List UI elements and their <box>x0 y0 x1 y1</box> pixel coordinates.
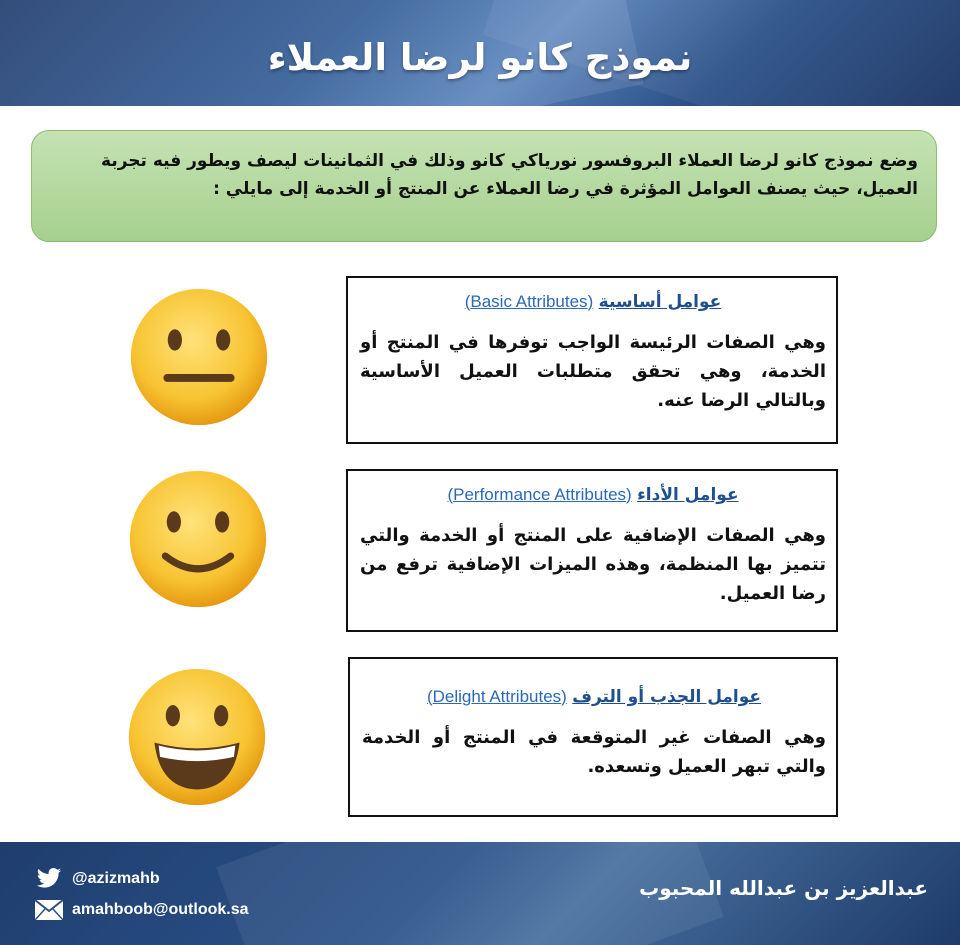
performance-attributes-heading <box>360 483 826 507</box>
basic-attributes-title-en: (Basic Attributes) <box>464 292 594 311</box>
basic-attributes-description: وهي الصفات الرئيسة الواجب توفرها في المنتج أو الخدمة، وهي تحقق متطلبات العميل الأساسية وبالتالي الرضا عنه. <box>360 332 826 411</box>
basic-attributes-box <box>346 276 838 444</box>
slightly-smiling-face-icon <box>127 468 269 610</box>
header-banner <box>0 0 960 106</box>
delight-attributes-heading <box>362 685 826 709</box>
delight-attributes-title-en: (Delight Attributes) <box>426 687 567 706</box>
twitter-bird-icon <box>34 867 64 891</box>
basic-attributes-title-ar: عوامل أساسية <box>598 292 722 312</box>
neutral-face-icon <box>128 286 270 428</box>
intro-panel <box>31 130 937 242</box>
email-contact[interactable] <box>34 898 249 922</box>
performance-attributes-title-en: (Performance Attributes) <box>447 485 632 504</box>
performance-attributes-box <box>346 469 838 632</box>
twitter-contact[interactable] <box>34 867 160 891</box>
performance-attributes-description: وهي الصفات الإضافية على المنتج أو الخدمة والتي تتميز بها المنظمة، وهذه الميزات الإضافية ترفع من رضا العميل. <box>360 525 826 604</box>
grinning-face-icon <box>126 666 268 808</box>
delight-attributes-title-ar: عوامل الجذب أو الترف <box>572 687 762 707</box>
twitter-handle: @azizmahb <box>72 870 160 887</box>
page-title: نموذج كانو لرضا العملاء <box>267 36 693 79</box>
delight-attributes-description: وهي الصفات غير المتوقعة في المنتج أو الخدمة والتي تبهر العميل وتسعده. <box>362 727 826 777</box>
envelope-icon <box>34 898 64 922</box>
delight-attributes-box <box>348 657 838 817</box>
performance-attributes-title-ar: عوامل الأداء <box>637 485 739 505</box>
author-name: عبدالعزيز بن عبدالله المحبوب <box>639 876 928 900</box>
email-address: amahboob@outlook.sa <box>72 901 249 918</box>
intro-text: وضع نموذج كانو لرضا العملاء البروفسور نورياكي كانو وذلك في الثمانينات ليصف ويطور فيه تجربة العميل، حيث يصنف العوامل المؤثرة في رضا العملاء عن المنتج أو الخدمة إلى مايلي : <box>101 151 918 199</box>
basic-attributes-heading <box>360 290 826 314</box>
